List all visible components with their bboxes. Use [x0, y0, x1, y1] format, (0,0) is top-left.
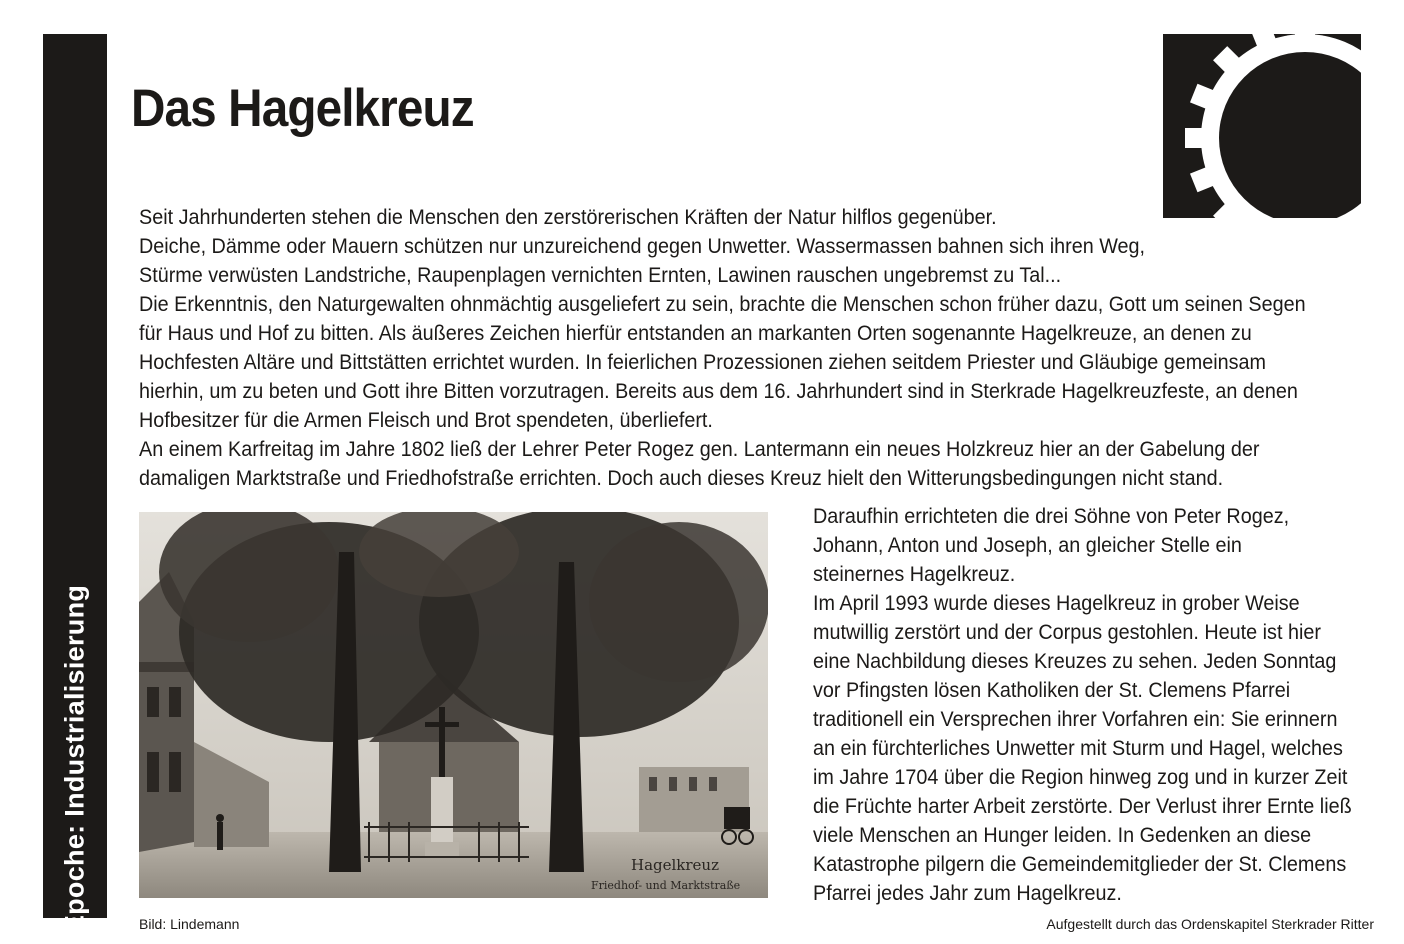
- side-paragraph-2: Im April 1993 wurde dieses Hagelkreuz in grober Weise mutwillig zerstört und der Corpus gestohlen. Heute ist hier eine Nachbildung dieses Kreuzes zu sehen. Jeden Sonntag vor Pfingsten lösen Katholiken der St. Clemens Pfarrei traditionell ein Versprechen ihrer Vorfahren ein: Sie erinnern an ein fürchterliches Unwetter mit Sturm und Hagel, welches im Jahre 1704 über die Region hinweg zog und in kurzer Zeit die Früchte harter Arbeit zerstörte. Der Verlust ihrer Ernte ließ viele Menschen an Hunger leiden. In Gedenken an diese Katastrophe pilgern die Gemeindemitglieder der St. Clemens Pfarrei jedes Jahr zum Hagelkreuz.: [813, 591, 1352, 905]
- side-paragraph-1: Daraufhin errichteten die drei Söhne von Peter Rogez, Johann, Anton und Joseph, an gleicher Stelle ein steinernes Hagelkreuz.: [813, 504, 1290, 586]
- epoch-label: Epoche: Industrialisierung: [59, 584, 90, 934]
- intro-paragraph-1: Seit Jahrhunderten stehen die Menschen den zerstörerischen Kräften der Natur hilflos gegenüber. Deiche, Dämme oder Mauern schützen nur unzureichend gegen Unwetter. Wassermassen bahnen sich ihren Weg, Stürme verwüsten Landstriche, Raupenplagen vernichten Ernten, Lawinen rauschen ungebremst zu Tal...: [139, 205, 1146, 287]
- intro-paragraph-3: An einem Karfreitag im Jahre 1802 ließ der Lehrer Peter Rogez gen. Lantermann ein neues Holzkreuz hier an der Gabelung der damaligen Marktstraße und Friedhofstraße errichten. Doch auch dieses Kreuz hielt den Witterungsbedingungen nicht stand.: [139, 437, 1260, 490]
- publisher-credit: Aufgestellt durch das Ordenskapitel Sterkrader Ritter: [1046, 916, 1374, 932]
- side-text: [813, 502, 1404, 908]
- photo-caption-title: Hagelkreuz: [631, 856, 720, 874]
- intro-paragraph-2: Die Erkenntnis, den Naturgewalten ohnmächtig ausgeliefert zu sein, brachte die Menschen schon früher dazu, Gott um seinen Segen für Haus und Hof zu bitten. Als äußeres Zeichen hierfür entstanden an markanten Orten sogenannte Hagelkreuze, an denen zu Hochfesten Altäre und Bittstätten errichtet wurden. In feierlichen Prozessionen ziehen seitdem Priester und Gläubige gemeinsam hierhin, um zu beten und Gott ihre Bitten vorzutragen. Bereits aus dem 16. Jahrhundert sind in Sterkrade Hagelkreuzfeste, an denen Hofbesitzer für die Armen Fleisch und Brot spendeten, überliefert.: [139, 292, 1306, 432]
- epoch-sidebar: [43, 34, 107, 934]
- historic-photo: [139, 512, 768, 898]
- intro-text: [139, 203, 1404, 493]
- gear-icon: [1163, 34, 1361, 218]
- photo-caption-subtitle: Friedhof- und Marktstraße: [591, 879, 741, 892]
- page-title: Das Hagelkreuz: [131, 79, 474, 138]
- photo-credit: Bild: Lindemann: [139, 916, 240, 932]
